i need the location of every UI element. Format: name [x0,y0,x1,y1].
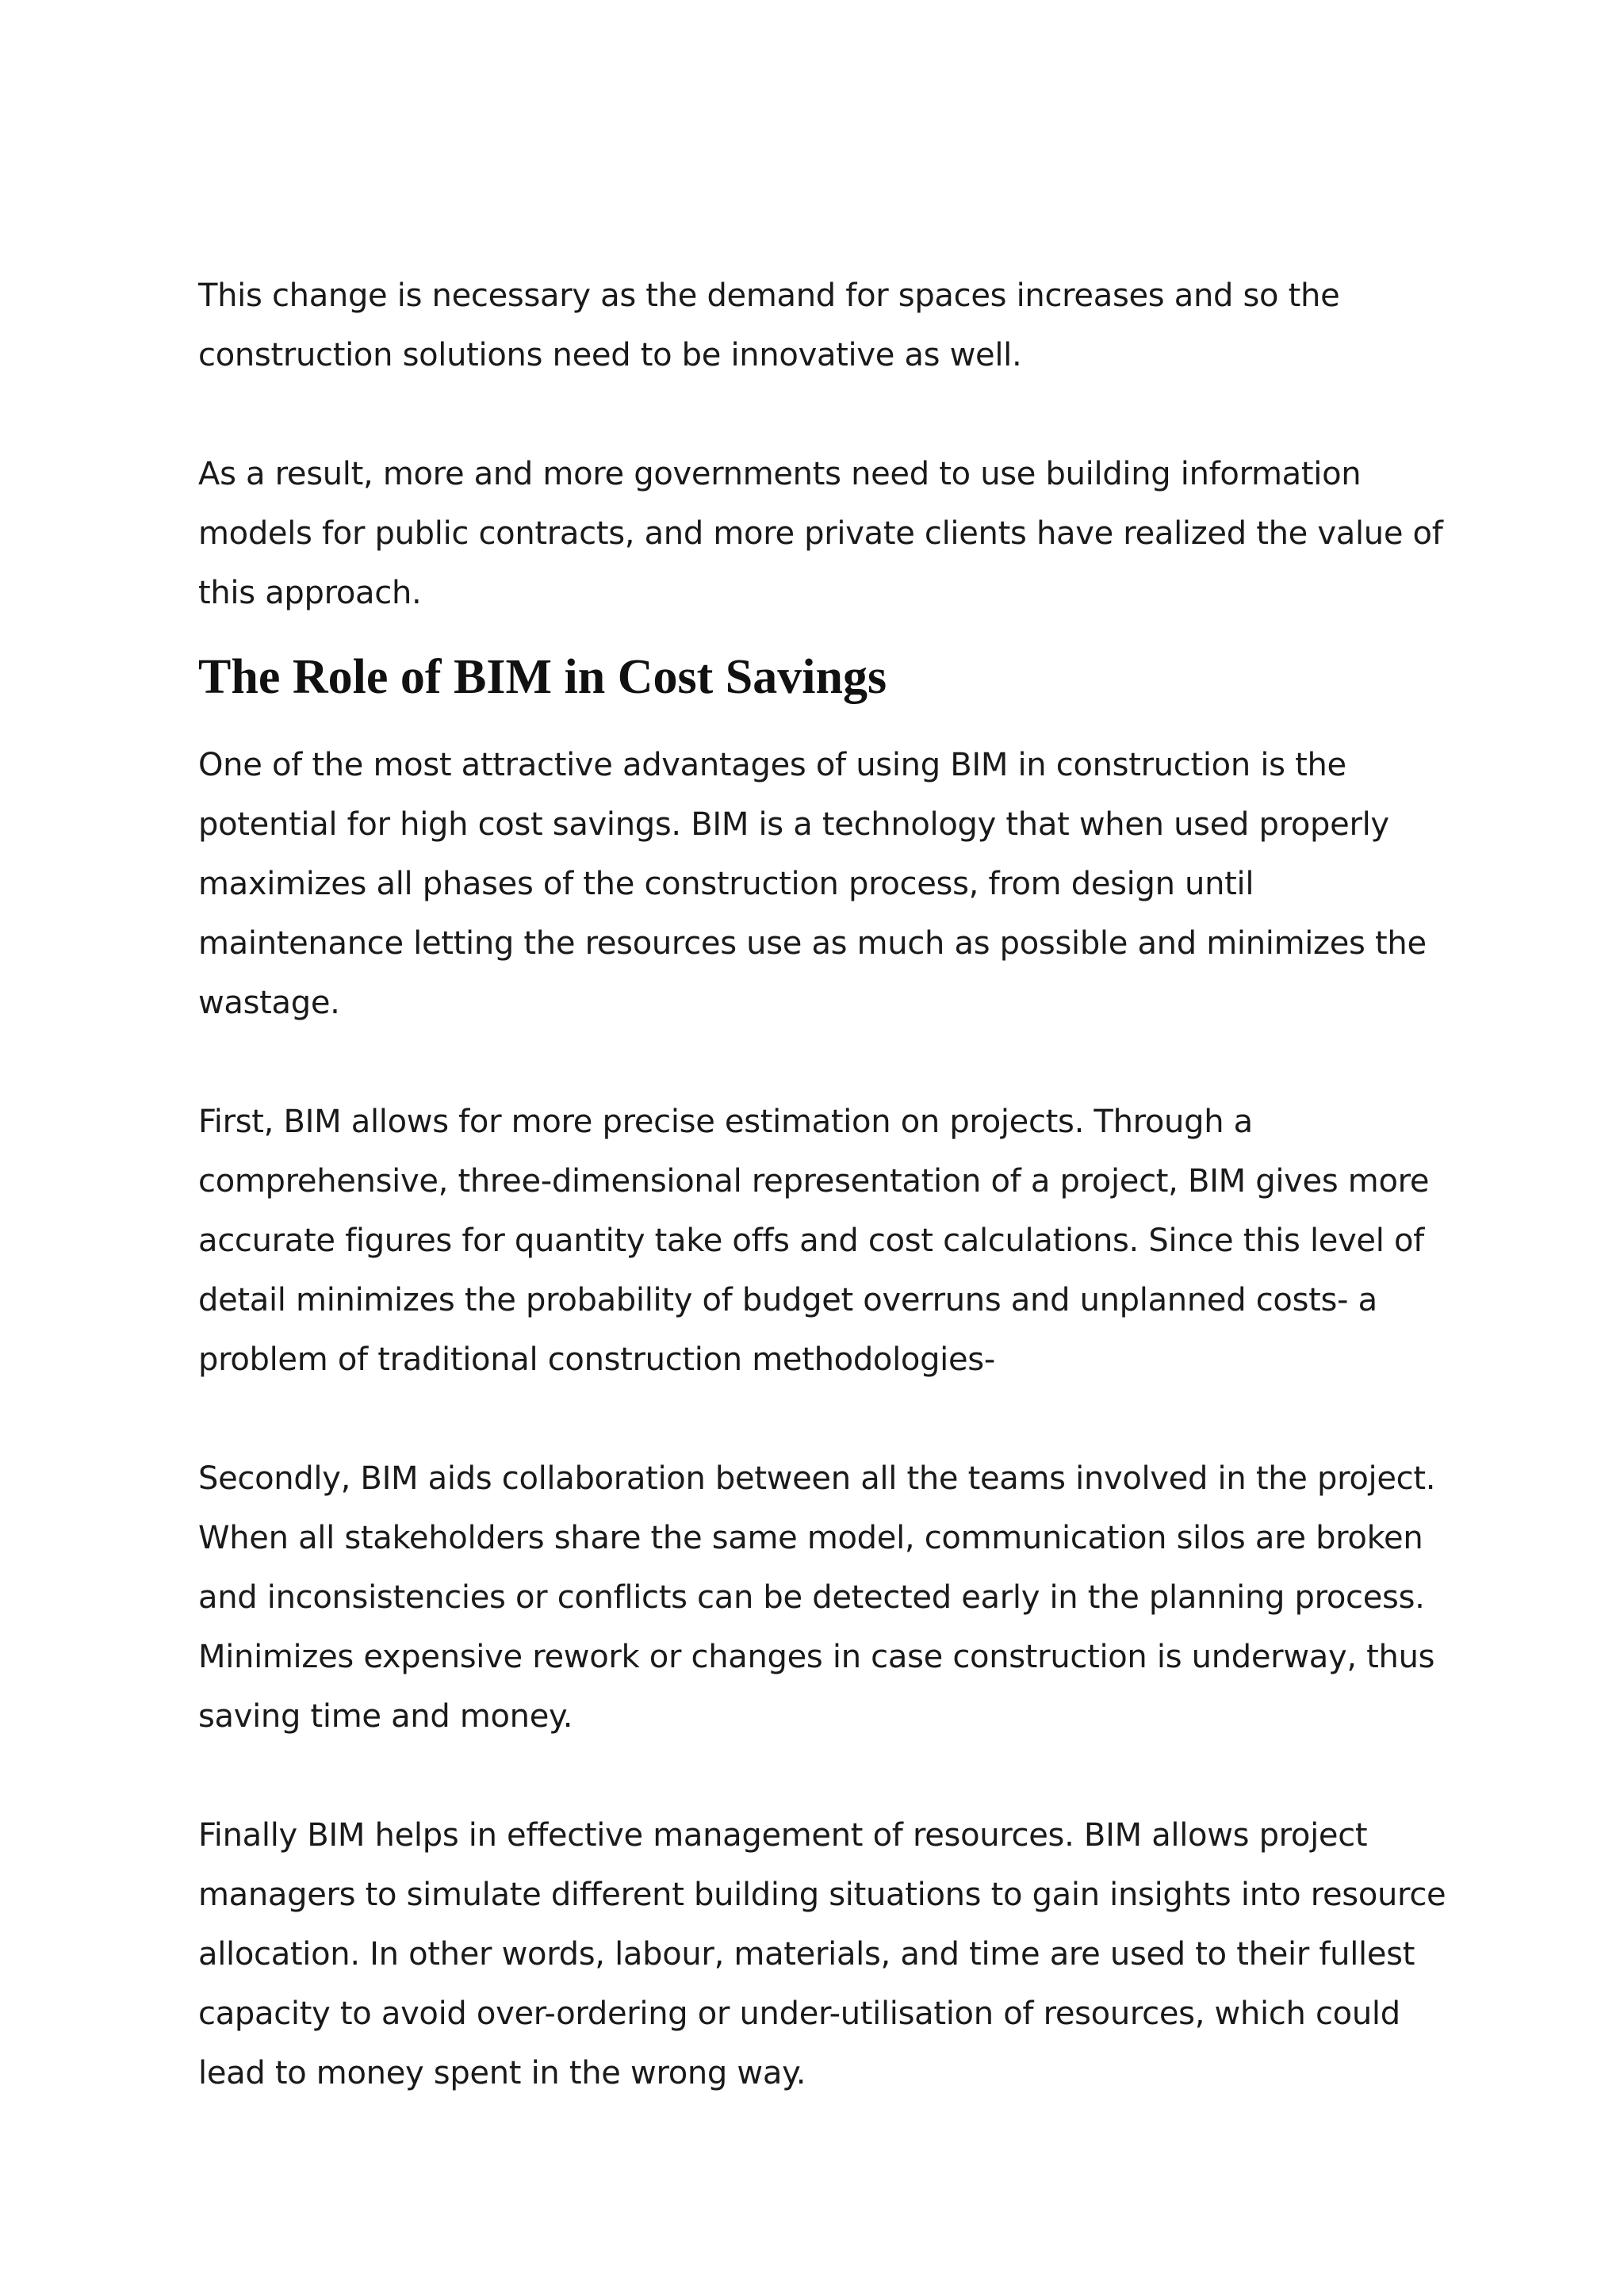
intro-paragraph-2: As a result, more and more governments need to use building information models for public contracts, and more private clients have realized the value of this approach. [198,456,1443,611]
intro-paragraph-1: This change is necessary as the demand for spaces increases and so the construction solutions need to be innovative as well. [198,277,1340,373]
section-paragraph-4: Finally BIM helps in effective management of resources. BIM allows project managers to simulate different building situations to gain insights into resource allocation. In other words, labour, materials, and time are used to their fullest capacity to avoid over-ordering or under-utilisation of resources, which could lead to money spent in the wrong way. [198,1817,1446,2091]
section-heading: The Role of BIM in Cost Savings [198,650,887,704]
section-paragraph-1: One of the most attractive advantages of using BIM in construction is the potential for high cost savings. BIM is a technology that when used properly maximizes all phases of the construction process, from design until maintenance letting the resources use as much as possible and minimizes the wastage. [198,747,1427,1021]
section-paragraph-2: First, BIM allows for more precise estimation on projects. Through a comprehensive, three-dimensional representation of a project, BIM gives more accurate figures for quantity take offs and cost calculations. Since this level of detail minimizes the probability of budget overruns and unplanned costs- a problem of traditional construction methodologies- [198,1104,1430,1378]
document-body [198,266,1451,2103]
section-paragraph-3: Secondly, BIM aids collaboration between all the teams involved in the project. When all stakeholders share the same model, communication silos are broken and inconsistencies or conflicts can be detected early in the planning process. Minimizes expensive rework or changes in case construction is underway, thus saving time and money. [198,1460,1436,1735]
